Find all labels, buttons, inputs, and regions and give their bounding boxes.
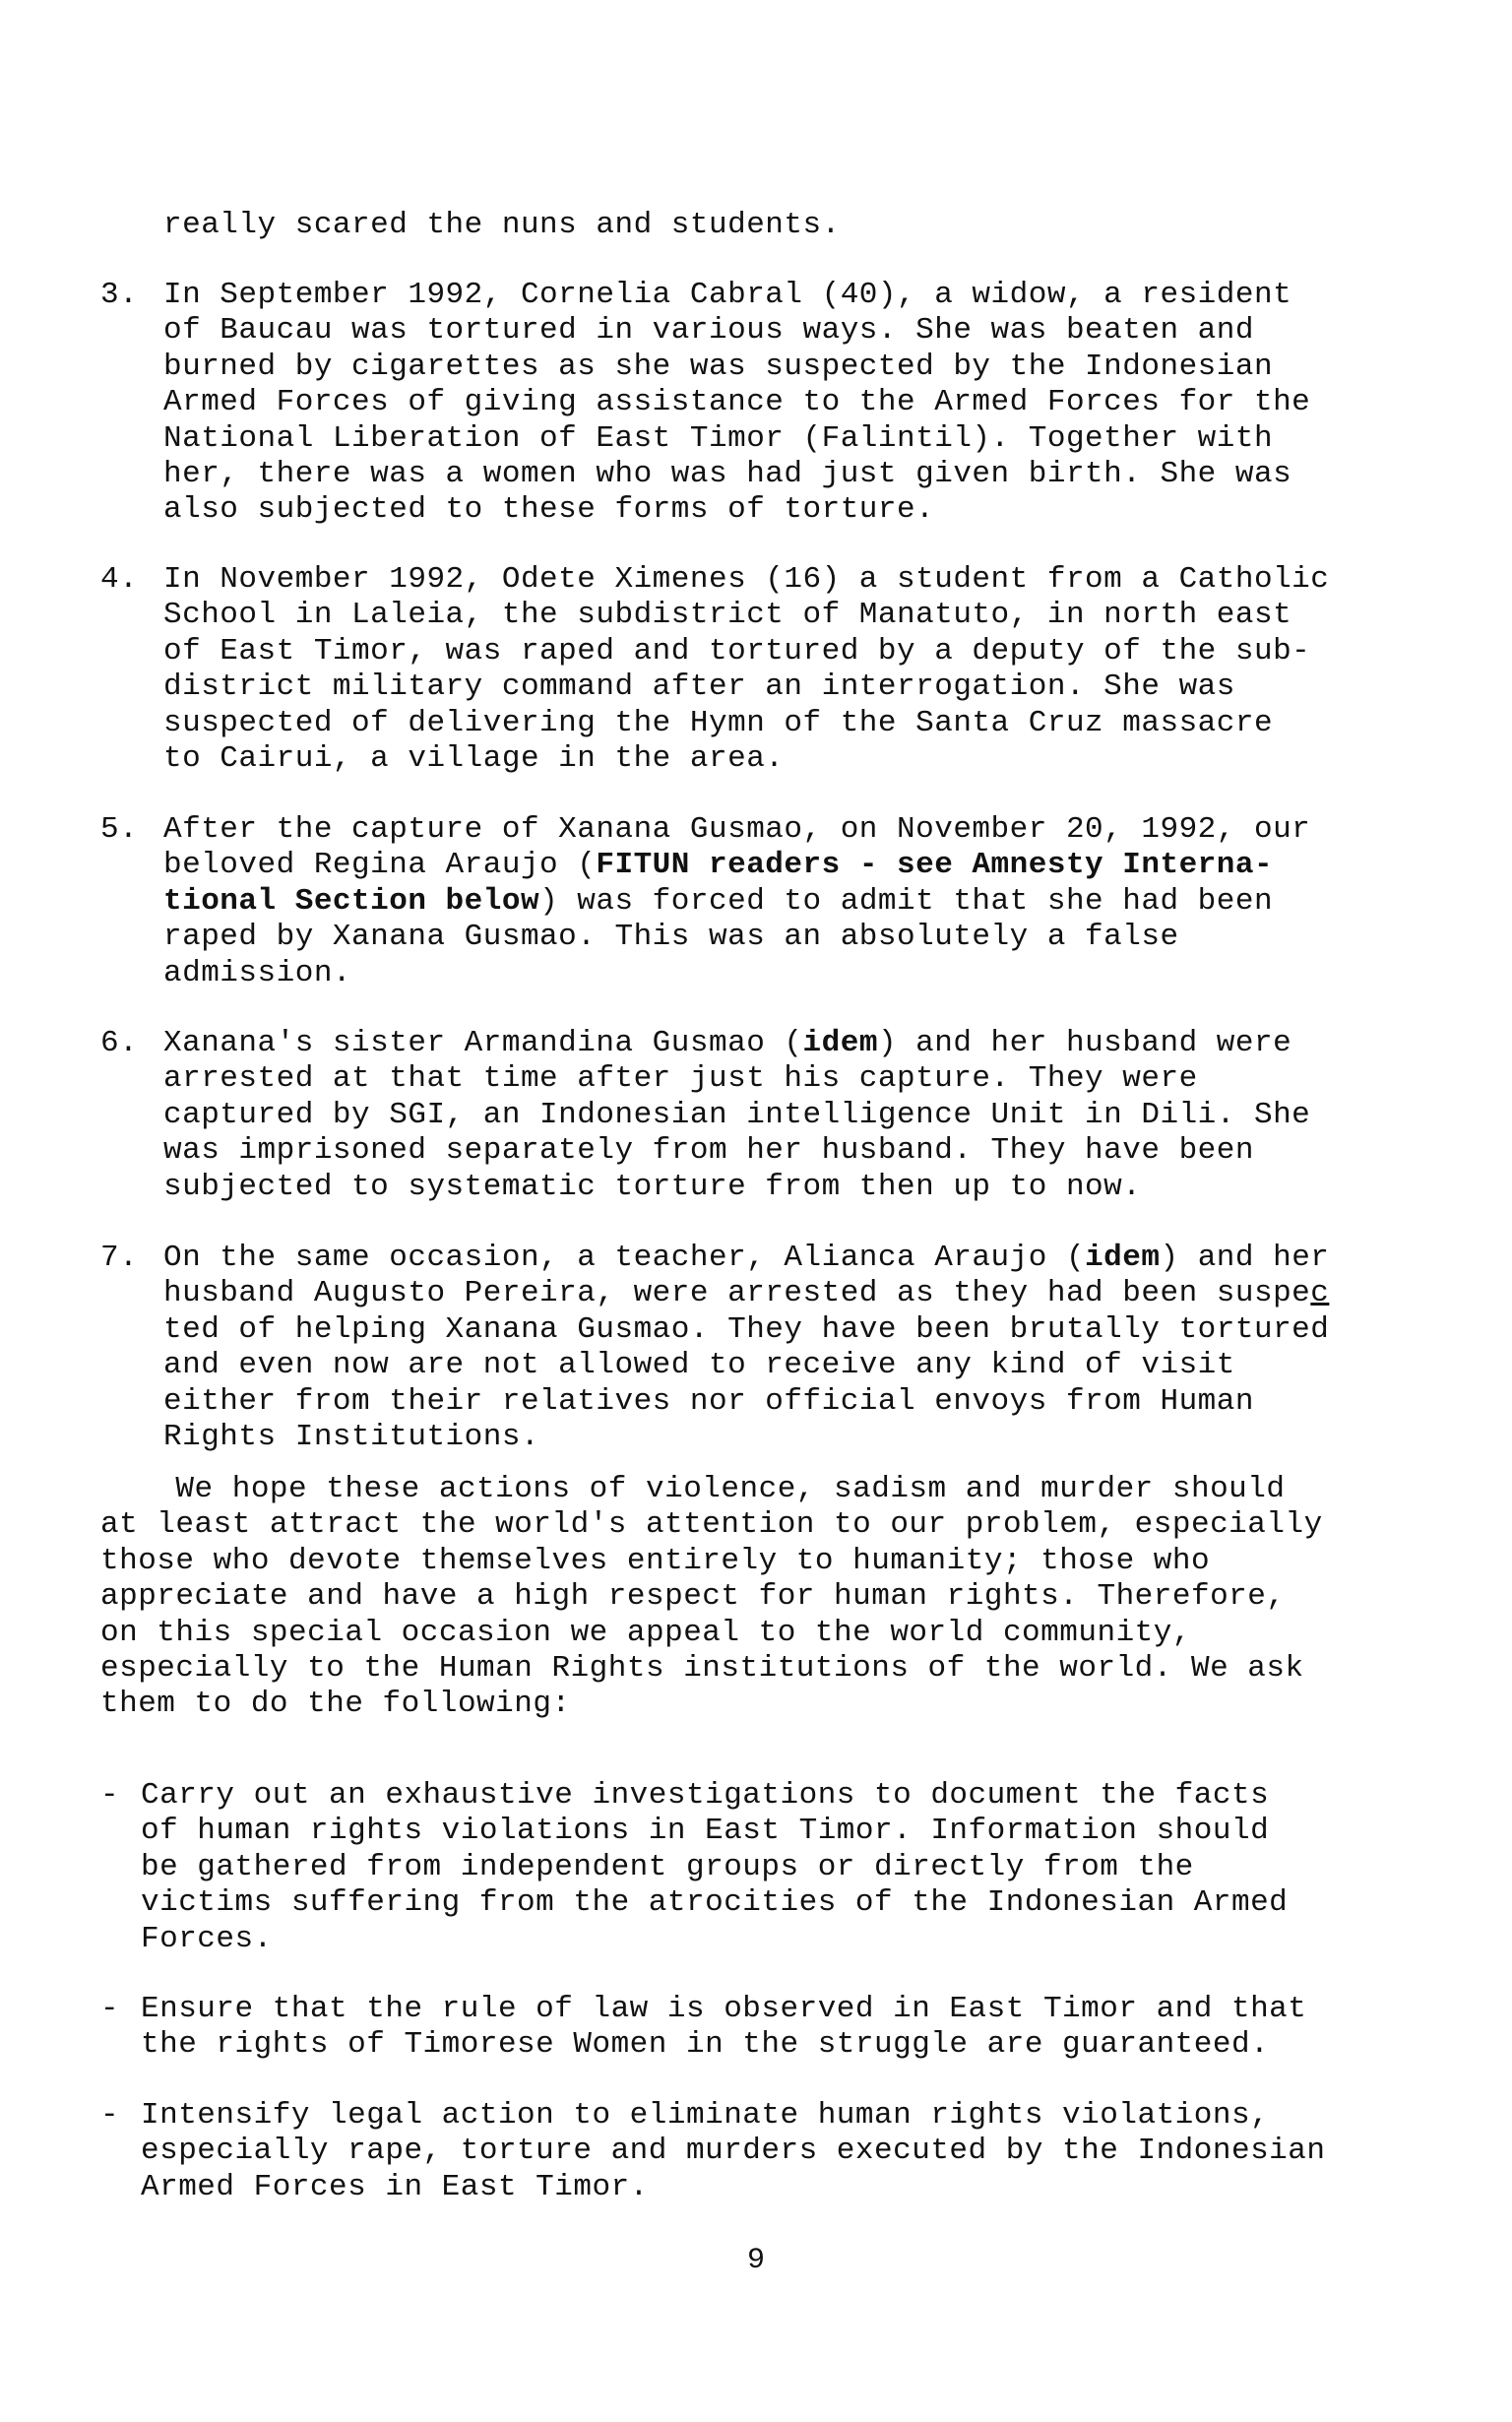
appeal-paragraph <box>100 1472 1323 1723</box>
text-line: School in Laleia, the subdistrict of Manatuto, in north east <box>163 598 1292 633</box>
item-number: 4. <box>100 562 139 597</box>
item-number: 3. <box>100 278 139 312</box>
text-line: raped by Xanana Gusmao. This was an absolutely a false <box>163 920 1179 955</box>
bold-note: tional Section below <box>163 883 540 919</box>
text-line: at least attract the world's attention to our problem, especially <box>100 1507 1323 1543</box>
bullet-marker: - <box>100 1992 120 2026</box>
item-6-text <box>163 1026 1310 1205</box>
text-line: also subjected to these forms of torture. <box>163 492 935 528</box>
text-line: on this special occasion we appeal to the world community, <box>100 1615 1191 1650</box>
bold-note: idem <box>1085 1241 1161 1275</box>
text-fragment: ) and her husband were <box>877 1026 1292 1060</box>
text-line: and even now are not allowed to receive any kind of visit <box>163 1348 1235 1383</box>
text-line: those who devote themselves entirely to humanity; those who <box>100 1543 1211 1578</box>
text-fragment: Xanana's sister Armandina Gusmao ( <box>163 1026 803 1060</box>
text-line: was imprisoned separately from her husband. They have been <box>163 1133 1254 1169</box>
bullet-2-text <box>141 1992 1306 2064</box>
text-line: burned by cigarettes as she was suspected by the Indonesian <box>163 349 1274 384</box>
text-line: the rights of Timorese Women in the struggle are guaranteed. <box>141 2027 1270 2063</box>
bullet-1-text <box>141 1778 1288 1957</box>
item-3-text <box>163 278 1310 529</box>
text-line: appreciate and have a high respect for human rights. Therefore, <box>100 1579 1286 1615</box>
text-line: district military command after an interrogation. She was <box>163 669 1235 705</box>
bullet-marker: - <box>100 2098 120 2133</box>
continuation-text <box>163 208 841 243</box>
text-fragment: On the same occasion, a teacher, Alianca Araujo ( <box>163 1241 1086 1275</box>
item-7-text <box>163 1241 1329 1455</box>
text-fragment: ) and her <box>1160 1241 1330 1275</box>
bold-note: idem <box>802 1026 878 1060</box>
text-line: her, there was a women who was had just given birth. She was <box>163 457 1292 492</box>
text-line: either from their relatives nor official envoys from Human <box>163 1383 1254 1419</box>
text-line: suspected of delivering the Hymn of the Santa Cruz massacre <box>163 705 1274 740</box>
text-line: of Baucau was tortured in various ways. She was beaten and <box>163 313 1254 349</box>
text-line: especially rape, torture and murders executed by the Indonesian <box>141 2134 1326 2169</box>
text-line: Carry out an exhaustive investigations to document the facts <box>141 1778 1270 1813</box>
bullet-3-text <box>141 2098 1326 2205</box>
text-line: Ensure that the rule of law is observed in East Timor and that <box>141 1992 1307 2026</box>
text-line: be gathered from independent groups or directly from the <box>141 1849 1194 1884</box>
text-line: National Liberation of East Timor (Falintil). Together with <box>163 420 1274 456</box>
text-line: In September 1992, Cornelia Cabral (40), a widow, a resident <box>163 278 1292 312</box>
text-line: admission. <box>163 955 352 990</box>
text-line: arrested at that time after just his capture. They were <box>163 1061 1198 1097</box>
text-fragment: beloved Regina Araujo ( <box>163 848 597 883</box>
bold-note: FITUN readers - see Amnesty Interna- <box>596 848 1274 883</box>
item-number: 6. <box>100 1026 139 1060</box>
continuation-line: really scared the nuns and students. <box>163 208 841 242</box>
item-4-text <box>163 562 1329 777</box>
text-fragment: ) was forced to admit that she had been <box>539 883 1274 919</box>
text-line: Armed Forces of giving assistance to the Armed Forces for the <box>163 385 1311 420</box>
text-line: to Cairui, a village in the area. <box>163 741 785 777</box>
text-line: victims suffering from the atrocities of the Indonesian Armed <box>141 1885 1289 1921</box>
underlined-letter: c <box>1310 1276 1330 1311</box>
item-5-text <box>163 812 1310 991</box>
text-line: especially to the Human Rights institutions of the world. We ask <box>100 1651 1304 1687</box>
text-line: captured by SGI, an Indonesian intelligence Unit in Dili. She <box>163 1097 1311 1132</box>
text-line: of human rights violations in East Timor. Information should <box>141 1814 1270 1849</box>
text-line: ted of helping Xanana Gusmao. They have been brutally tortured <box>163 1311 1330 1347</box>
text-line: of East Timor, was raped and tortured by a deputy of the sub- <box>163 633 1311 669</box>
item-number: 5. <box>100 812 139 847</box>
text-line: subjected to systematic torture from then up to now. <box>163 1169 1142 1204</box>
text-line: After the capture of Xanana Gusmao, on November 20, 1992, our <box>163 812 1311 847</box>
page-number: 9 <box>746 2244 765 2277</box>
text-line: In November 1992, Odete Ximenes (16) a student from a Catholic <box>163 562 1330 597</box>
text-line: Forces. <box>141 1921 273 1956</box>
item-number: 7. <box>100 1241 139 1275</box>
text-line: We hope these actions of violence, sadism and murder should <box>100 1472 1286 1506</box>
text-line: them to do the following: <box>100 1687 571 1722</box>
text-fragment: husband Augusto Pereira, were arrested as they had been suspe <box>163 1276 1311 1311</box>
text-line: Intensify legal action to eliminate human rights violations, <box>141 2098 1270 2133</box>
text-line: Armed Forces in East Timor. <box>141 2169 649 2204</box>
text-line: Rights Institutions. <box>163 1420 540 1455</box>
bullet-marker: - <box>100 1778 120 1813</box>
